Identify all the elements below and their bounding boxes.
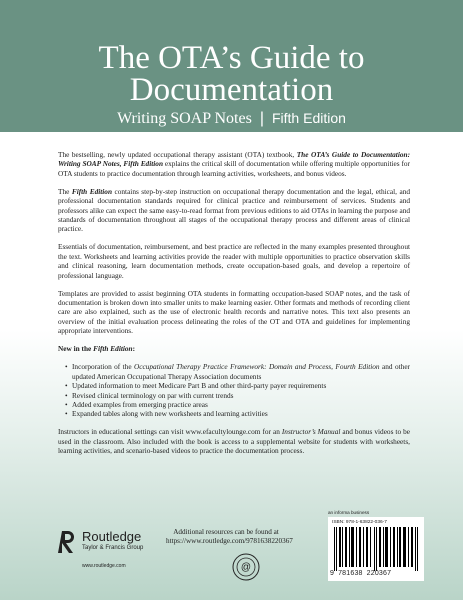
paragraph-1 bbox=[58, 150, 410, 178]
barcode-digits bbox=[330, 570, 422, 577]
informa-label: an informa business bbox=[328, 510, 370, 515]
title-line-2: Documentation bbox=[129, 72, 334, 108]
p5-manual: Instructor’s Manual bbox=[281, 427, 341, 437]
cover-header bbox=[0, 0, 463, 132]
item-text: Incorporation of the bbox=[72, 362, 135, 372]
list-item bbox=[66, 362, 410, 381]
new-edition-heading bbox=[58, 344, 410, 353]
edition-label: Fifth Edition bbox=[271, 110, 346, 126]
p2-text-a: The bbox=[58, 186, 72, 196]
item-italic: Occupational Therapy Practice Framework: Domain and Process, Fourth Edition bbox=[134, 362, 380, 372]
p2-edition: Fifth Edition bbox=[71, 186, 113, 196]
new-title-a: New in the bbox=[58, 344, 94, 354]
list-item bbox=[66, 381, 410, 390]
barcode-digits-left: 781638 bbox=[338, 570, 363, 577]
publisher-url: www.routledge.com bbox=[82, 563, 126, 569]
description-body bbox=[58, 150, 410, 464]
item-text: Updated information to meet Medicare Part B and other third-party payer requirements bbox=[72, 381, 327, 391]
paragraph-2 bbox=[58, 187, 410, 234]
barcode-digits-right: 220367 bbox=[366, 570, 392, 577]
publisher-group: Taylor & Francis Group bbox=[82, 545, 144, 551]
item-text: Expanded tables along with new worksheets and learning activities bbox=[72, 409, 268, 419]
additional-resources bbox=[166, 528, 293, 547]
p5-text-a: Instructors in educational settings can visit www.efacultylounge.com for an bbox=[58, 427, 282, 437]
new-title-c: : bbox=[132, 344, 136, 354]
p2-text-c: contains step-by-step instruction on occupational therapy documentation and the legal, ethical, and professional documentation standards required for clinical practice and reimbursement of services. Students and professors alike can expect the same easy-to-read format from previous editions to aid OTAs in learning the purpose and standards of documentation throughout all stages of the occupational therapy process and different areas of clinical practice. bbox=[58, 186, 411, 234]
svg-text:@: @ bbox=[240, 562, 252, 573]
paragraph-5 bbox=[58, 427, 410, 455]
item-text: Revised clinical terminology on par with current trends bbox=[72, 390, 234, 400]
title-line-1: The OTA’s Guide to bbox=[98, 40, 365, 76]
routledge-r-icon bbox=[58, 529, 78, 555]
p1-text-c: explains the critical skill of documentation while offering multiple opportunities for OTA students to practice documentation through learning activities, worksheets, and bonus videos. bbox=[58, 159, 410, 178]
subtitle bbox=[0, 109, 463, 128]
list-item bbox=[66, 391, 410, 400]
resources-url: https://www.routledge.com/9781638220367 bbox=[166, 537, 293, 546]
new-features-list bbox=[58, 362, 410, 418]
isbn-label: ISBN: 978-1-63822-036-7 bbox=[332, 520, 387, 525]
p5-text-c: and bonus videos to be used in the classroom. Also included with the book is access to a supplemental website for students with worksheets, learning activities, and scenario-based videos to practice the documentation process. bbox=[58, 427, 410, 456]
p1-book-title: The OTA’s Guide to Documentation: Writing SOAP Notes, Fifth Edition bbox=[58, 150, 410, 169]
item-text: Added examples from emerging practice areas bbox=[72, 399, 208, 409]
item-text-end: and other updated American Occupational Therapy Association documents bbox=[72, 362, 410, 381]
subtitle-main: Writing SOAP Notes bbox=[117, 110, 252, 127]
resources-line-1: Additional resources can be found at bbox=[173, 528, 279, 536]
barcode-area bbox=[328, 517, 424, 581]
list-item bbox=[66, 400, 410, 409]
paragraph-4: Templates are provided to assist beginning OTA students in formatting occupation-based SOAP notes, and the task of documentation is broken down into smaller units to make learning easier. Other formats and methods of recording client care are also explained, such as the use of electronic health records and narrative notes. This text also presents an overview of the initial evaluation process delineating the roles of the OT and OTA and guidelines for implementing appropriate interventions. bbox=[58, 288, 410, 336]
new-title-b: Fifth Edition bbox=[93, 344, 133, 354]
publisher-name: Routledge bbox=[82, 529, 142, 544]
p1-text-a: The bestselling, newly updated occupational therapy assistant (OTA) textbook, bbox=[58, 150, 297, 159]
list-item bbox=[66, 409, 410, 418]
subtitle-separator: | bbox=[259, 110, 264, 127]
barcode-digit-lead: 9 bbox=[330, 570, 335, 577]
companion-website-icon bbox=[232, 553, 260, 581]
barcode-icon bbox=[332, 527, 420, 571]
paragraph-3: Essentials of documentation, reimbursement, and best practice are reflected in the many examples presented throughout the text. Worksheets and learning activities provide the reader with multiple opportunities to practice observation skills and clinical reasoning, learn documentation methods, create occupation-based goals, and develop a repertoire of professional language. bbox=[58, 242, 410, 280]
